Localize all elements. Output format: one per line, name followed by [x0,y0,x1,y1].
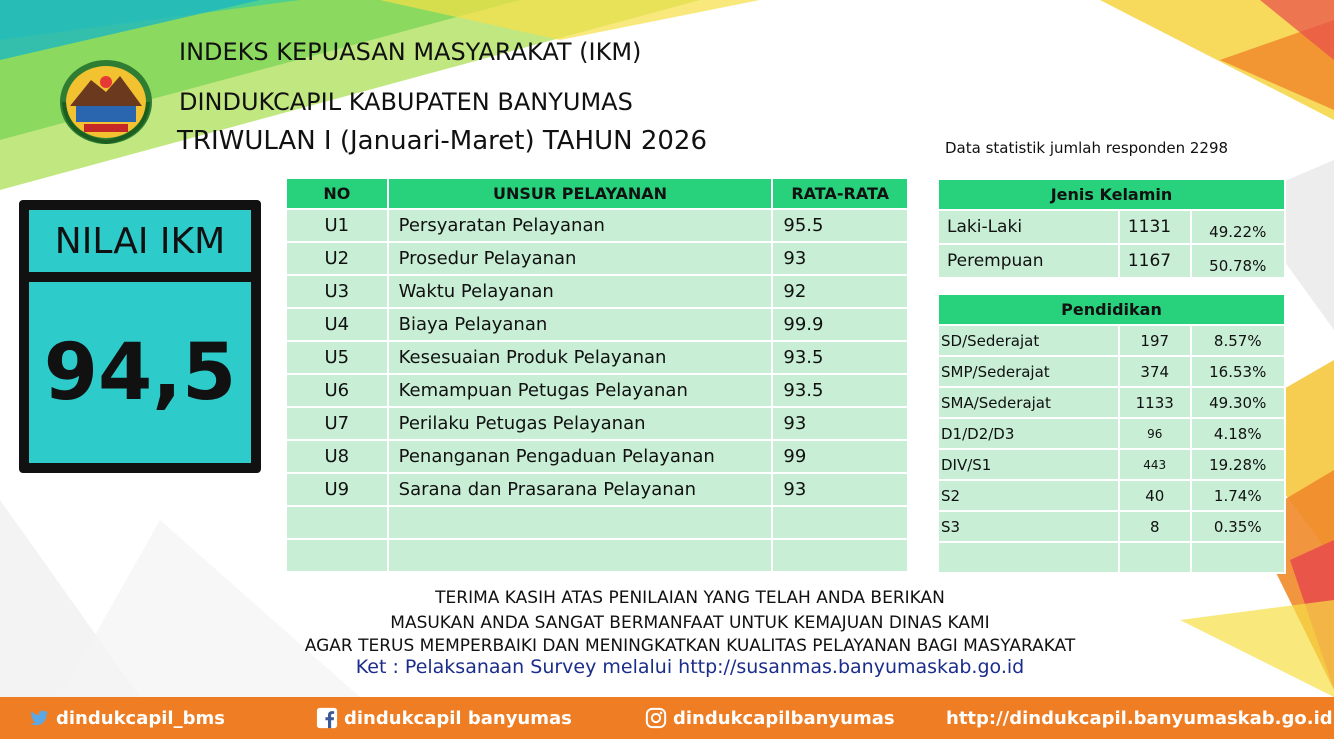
cell-rata: 95.5 [772,209,908,242]
cell-empty [772,539,908,572]
instagram-icon [645,707,667,729]
education-count: 96 [1119,418,1191,449]
table-row [938,356,1285,387]
gender-percent: 49.22% [1191,210,1285,244]
education-count: 1133 [1119,387,1191,418]
facebook-handle: dindukcapil banyumas [344,707,572,729]
table-row [286,275,908,308]
education-percent: 1.74% [1191,480,1286,511]
education-count: 40 [1119,480,1191,511]
cell-unsur: Biaya Pelayanan [388,308,773,341]
table-header-row [938,179,1285,210]
education-percent: 49.30% [1191,387,1286,418]
table-header-row [938,294,1285,325]
cell-rata: 93 [772,242,908,275]
table-row [938,449,1285,480]
table-row [286,440,908,473]
cell-rata: 93.5 [772,341,908,374]
improvement-text: AGAR TERUS MEMPERBAIKI DAN MENINGKATKAN KUALITAS PELAYANAN BAGI MASYARAKAT [304,636,1076,656]
gender-count: 1167 [1119,244,1191,278]
twitter-icon [28,707,50,729]
education-label: SMA/Sederajat [938,387,1119,418]
table-row [938,387,1285,418]
table-row-empty [286,539,908,572]
cell-no: U9 [286,473,388,506]
cell-empty [772,506,908,539]
gender-label: Perempuan [938,244,1119,278]
table-row [286,341,908,374]
education-label: D1/D2/D3 [938,418,1119,449]
table-row [938,480,1285,511]
feedback-text: MASUKAN ANDA SANGAT BERMANFAAT UNTUK KEMAJUAN DINAS KAMI [390,613,990,633]
cell-unsur: Sarana dan Prasarana Pelayanan [388,473,773,506]
instagram-handle: dindukcapilbanyumas [673,707,895,729]
header-unsur: UNSUR PELAYANAN [388,178,773,209]
title-ikm: INDEKS KEPUASAN MASYARAKAT (IKM) [179,38,642,66]
cell-no: U3 [286,275,388,308]
table-row-empty [286,506,908,539]
ikm-label: NILAI IKM [29,210,251,272]
education-percent: 16.53% [1191,356,1286,387]
table-row [938,210,1285,244]
education-count: 197 [1119,325,1191,356]
table-row-empty [938,542,1285,573]
gender-percent: 50.78% [1191,244,1285,278]
cell-unsur: Perilaku Petugas Pelayanan [388,407,773,440]
cell-unsur: Persyaratan Pelayanan [388,209,773,242]
cell-unsur: Penanganan Pengaduan Pelayanan [388,440,773,473]
cell-rata: 99 [772,440,908,473]
cell-empty [1119,542,1191,573]
cell-unsur: Kemampuan Petugas Pelayanan [388,374,773,407]
cell-no: U6 [286,374,388,407]
cell-empty [1191,542,1286,573]
education-table [937,293,1286,574]
table-row [286,473,908,506]
cell-no: U8 [286,440,388,473]
banyumas-regency-logo [56,56,156,148]
instagram-link[interactable] [645,697,895,739]
education-title: Pendidikan [938,294,1285,325]
cell-empty [938,542,1119,573]
table-header-row [286,178,908,209]
cell-no: U5 [286,341,388,374]
education-percent: 0.35% [1191,511,1286,542]
cell-unsur: Prosedur Pelayanan [388,242,773,275]
education-label: SMP/Sederajat [938,356,1119,387]
table-row [286,242,908,275]
social-bar [0,697,1334,739]
table-row [286,308,908,341]
cell-no: U4 [286,308,388,341]
table-row [938,325,1285,356]
cell-rata: 92 [772,275,908,308]
cell-rata: 93 [772,473,908,506]
cell-rata: 99.9 [772,308,908,341]
cell-rata: 93.5 [772,374,908,407]
twitter-handle: dindukcapil_bms [56,707,225,729]
education-label: SD/Sederajat [938,325,1119,356]
cell-empty [388,506,773,539]
survey-note: Ket : Pelaksanaan Survey melalui http://susanmas.banyumaskab.go.id [355,656,1025,678]
cell-no: U1 [286,209,388,242]
twitter-link[interactable] [28,697,225,739]
education-count: 8 [1119,511,1191,542]
gender-count: 1131 [1119,210,1191,244]
cell-empty [388,539,773,572]
cell-empty [286,539,388,572]
gender-label: Laki-Laki [938,210,1119,244]
cell-empty [286,506,388,539]
cell-no: U7 [286,407,388,440]
service-elements-table [285,177,909,573]
education-percent: 4.18% [1191,418,1286,449]
education-percent: 19.28% [1191,449,1286,480]
education-count: 374 [1119,356,1191,387]
thank-you-text: TERIMA KASIH ATAS PENILAIAN YANG TELAH ANDA BERIKAN [435,588,945,608]
title-agency: DINDUKCAPIL KABUPATEN BANYUMAS [179,88,633,116]
cell-no: U2 [286,242,388,275]
cell-unsur: Kesesuaian Produk Pelayanan [388,341,773,374]
gender-title: Jenis Kelamin [938,179,1285,210]
title-period: TRIWULAN I (Januari-Maret) TAHUN 2026 [177,126,707,156]
facebook-link[interactable] [316,697,572,739]
header-rata: RATA-RATA [772,178,908,209]
education-label: S3 [938,511,1119,542]
education-label: DIV/S1 [938,449,1119,480]
table-row [938,244,1285,278]
table-row [286,374,908,407]
cell-unsur: Waktu Pelayanan [388,275,773,308]
bottom-strip [0,739,1334,746]
gender-table [937,178,1286,279]
table-row [286,209,908,242]
table-row [938,511,1285,542]
table-row [286,407,908,440]
ikm-score-panel [19,200,261,473]
education-count: 443 [1119,449,1191,480]
table-row [938,418,1285,449]
ikm-value: 94,5 [29,282,251,463]
respondent-count: Data statistik jumlah responden 2298 [945,139,1229,157]
cell-rata: 93 [772,407,908,440]
facebook-icon [316,707,338,729]
header-no: NO [286,178,388,209]
education-percent: 8.57% [1191,325,1286,356]
education-label: S2 [938,480,1119,511]
website-link[interactable]: http://dindukcapil.banyumaskab.go.id [946,707,1333,729]
